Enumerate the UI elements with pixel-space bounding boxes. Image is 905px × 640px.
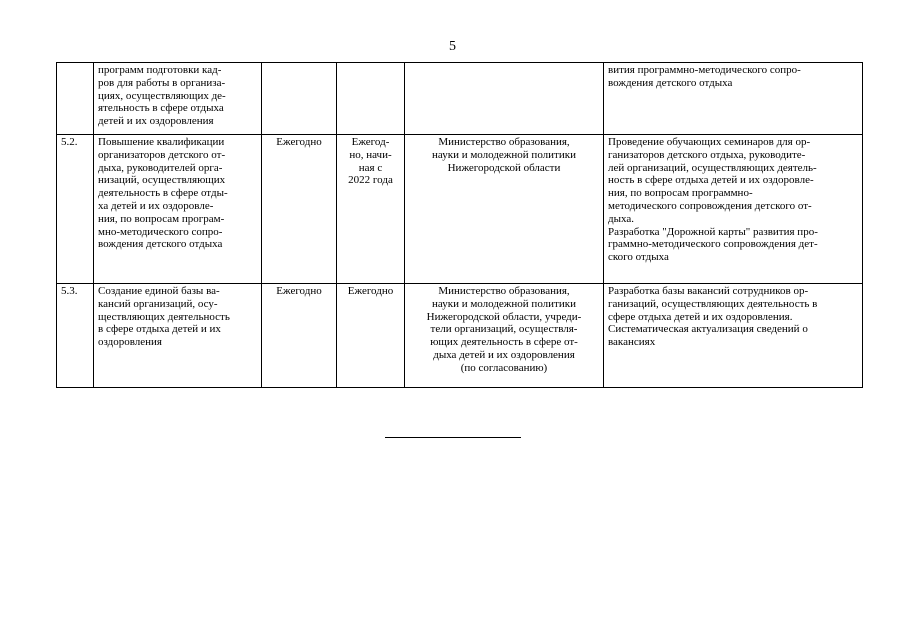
event-cell: Повышение квалификации организаторов детского от- дыха, руководителей орга- низаций, осуществляющих деятельность в сфере отды- ха детей и их оздоровле- ния, по вопросам програм- мно-методического сопро- вождения детского отдыха [94,135,262,284]
period-cell: Ежегодно [262,284,337,388]
table-row [57,135,863,284]
result-cell: Проведение обучающих семинаров для ор- ганизаторов детского отдыха, руководите- лей организаций, осуществляющих деятель- ность в сфере отдыха детей и их оздоровле- ния, по вопросам программно- методического сопровождения детского от- дыха. Разработка "Дорожной карты" развития про- граммно-методического сопровождения дет- ского отдыха [604,135,863,284]
end-of-document-rule [385,437,521,438]
result-cell: Разработка базы вакансий сотрудников ор- ганизаций, осуществляющих деятельность в сфере отдыха детей и их оздоровления. Систематическая актуализация сведений о вакансиях [604,284,863,388]
plan-table [56,62,863,388]
term-cell: Ежегодно [337,284,405,388]
row-number-cell: 5.2. [57,135,94,284]
term-cell [337,63,405,135]
row-number-cell [57,63,94,135]
term-cell: Ежегод- но, начи- ная с 2022 года [337,135,405,284]
executor-cell: Министерство образования, науки и молодежной политики Нижегородской области, учреди- тели организаций, осуществля- ющих деятельность в сфере от- дыха детей и их оздоровления (по согласованию) [405,284,604,388]
period-cell: Ежегодно [262,135,337,284]
executor-cell: Министерство образования, науки и молодежной политики Нижегородской области [405,135,604,284]
row-number-cell: 5.3. [57,284,94,388]
period-cell [262,63,337,135]
result-cell: вития программно-методического сопро- вождения детского отдыха [604,63,863,135]
table-row [57,284,863,388]
event-cell: программ подготовки кад- ров для работы в организа- циях, осуществляющих де- ятельность в сфере отдыха детей и их оздоровления [94,63,262,135]
executor-cell [405,63,604,135]
event-cell: Создание единой базы ва- кансий организаций, осу- ществляющих деятельность в сфере отдыха детей и их оздоровления [94,284,262,388]
table-row [57,63,863,135]
page-number: 5 [449,39,456,54]
